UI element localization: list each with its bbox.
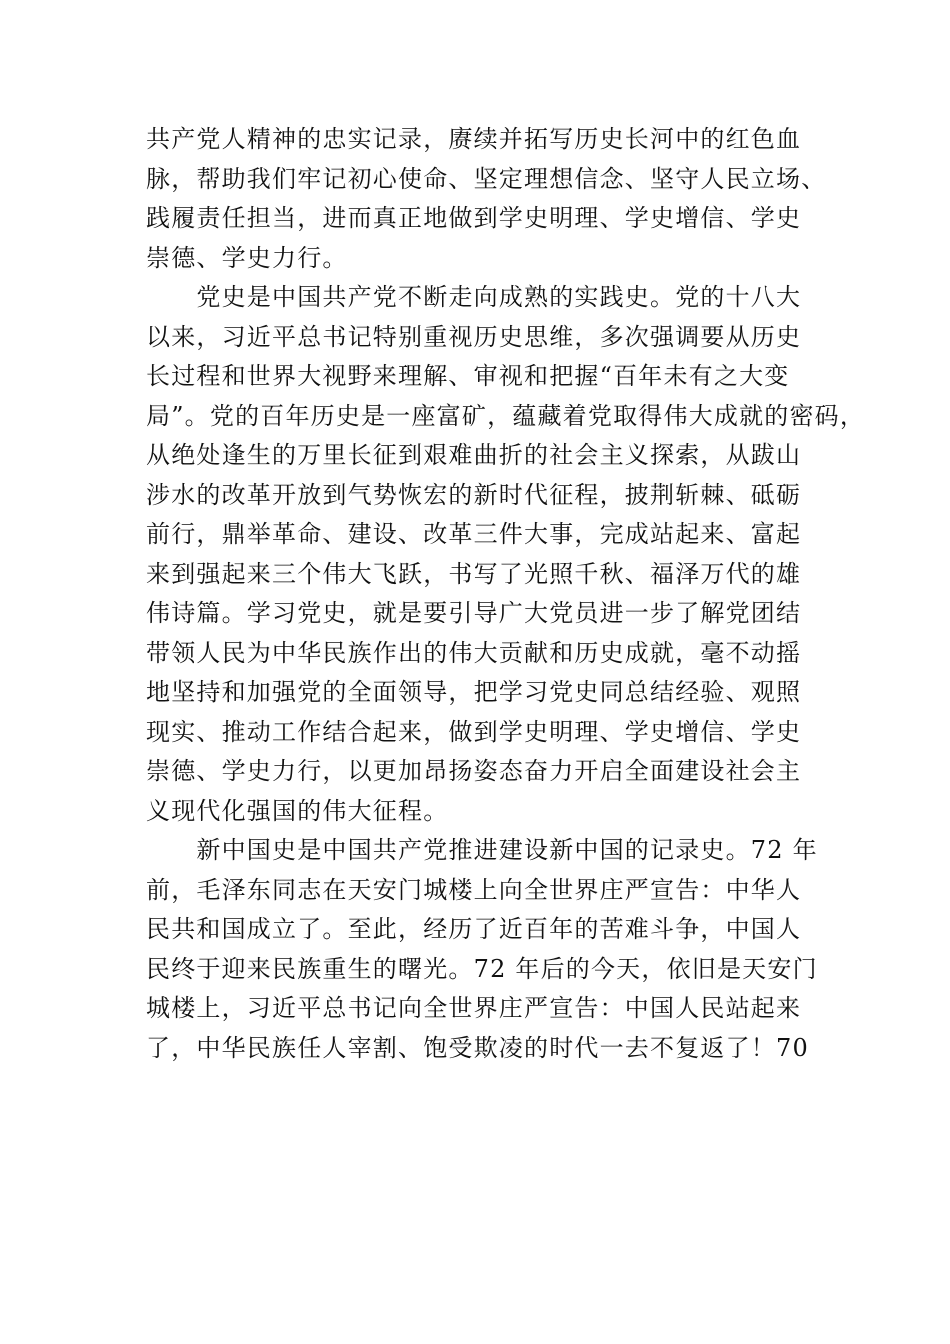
text-line: 以来，习近平总书记特别重视历史思维，多次强调要从历史	[146, 322, 802, 351]
text-line: 崇德、学史力行，以更加昂扬姿态奋力开启全面建设社会主	[146, 757, 802, 785]
text-line: 从绝处逢生的万里长征到艰难曲折的社会主义探索，从跋山	[146, 441, 802, 469]
text-line: 践履责任担当，进而真正地做到学史明理、学史增信、学史	[146, 204, 802, 232]
text-line: 崇德、学史力行。	[146, 243, 348, 272]
text-line: 前，毛泽东同志在天安门城楼上向全世界庄严宣告：中华人	[146, 875, 802, 904]
text-line: 义现代化强国的伟大征程。	[146, 796, 449, 825]
text-line: 局”。党的百年历史是一座富矿，蕴藏着党取得伟大成就的密码，	[146, 401, 866, 430]
text-line: 共产党人精神的忠实记录，赓续并拓写历史长河中的红色血	[146, 125, 802, 153]
body-text	[146, 120, 866, 1068]
text-line: 来到强起来三个伟大飞跃，书写了光照千秋、福泽万代的雄	[146, 559, 802, 588]
text-line: 长过程和世界大视野来理解、审视和把握“百年未有之大变	[146, 362, 790, 390]
text-line: 前行，鼎举革命、建设、改革三件大事，完成站起来、富起	[146, 520, 802, 548]
text-line: 党史是中国共产党不断走向成熟的实践史。党的十八大	[146, 283, 802, 311]
text-line: 带领人民为中华民族作出的伟大贡献和历史成就，毫不动摇	[146, 638, 802, 667]
text-line: 地坚持和加强党的全面领导，把学习党史同总结经验、观照	[146, 678, 802, 706]
text-line: 城楼上，习近平总书记向全世界庄严宣告：中国人民站起来	[146, 994, 802, 1022]
text-line: 现实、推动工作结合起来，做到学史明理、学史增信、学史	[146, 717, 802, 746]
text-line: 了，中华民族任人宰割、饱受欺凌的时代一去不复返了！70	[146, 1033, 809, 1062]
text-line: 新中国史是中国共产党推进建设新中国的记录史。72 年	[146, 836, 818, 864]
text-line: 脉，帮助我们牢记初心使命、坚定理想信念、坚守人民立场、	[146, 164, 827, 193]
text-line: 民终于迎来民族重生的曙光。72 年后的今天，依旧是天安门	[146, 954, 818, 983]
text-line: 伟诗篇。学习党史，就是要引导广大党员进一步了解党团结	[146, 599, 802, 627]
text-line: 涉水的改革开放到气势恢宏的新时代征程，披荆斩棘、砥砺	[146, 480, 802, 509]
text-line: 民共和国成立了。至此，经历了近百年的苦难斗争，中国人	[146, 915, 802, 943]
